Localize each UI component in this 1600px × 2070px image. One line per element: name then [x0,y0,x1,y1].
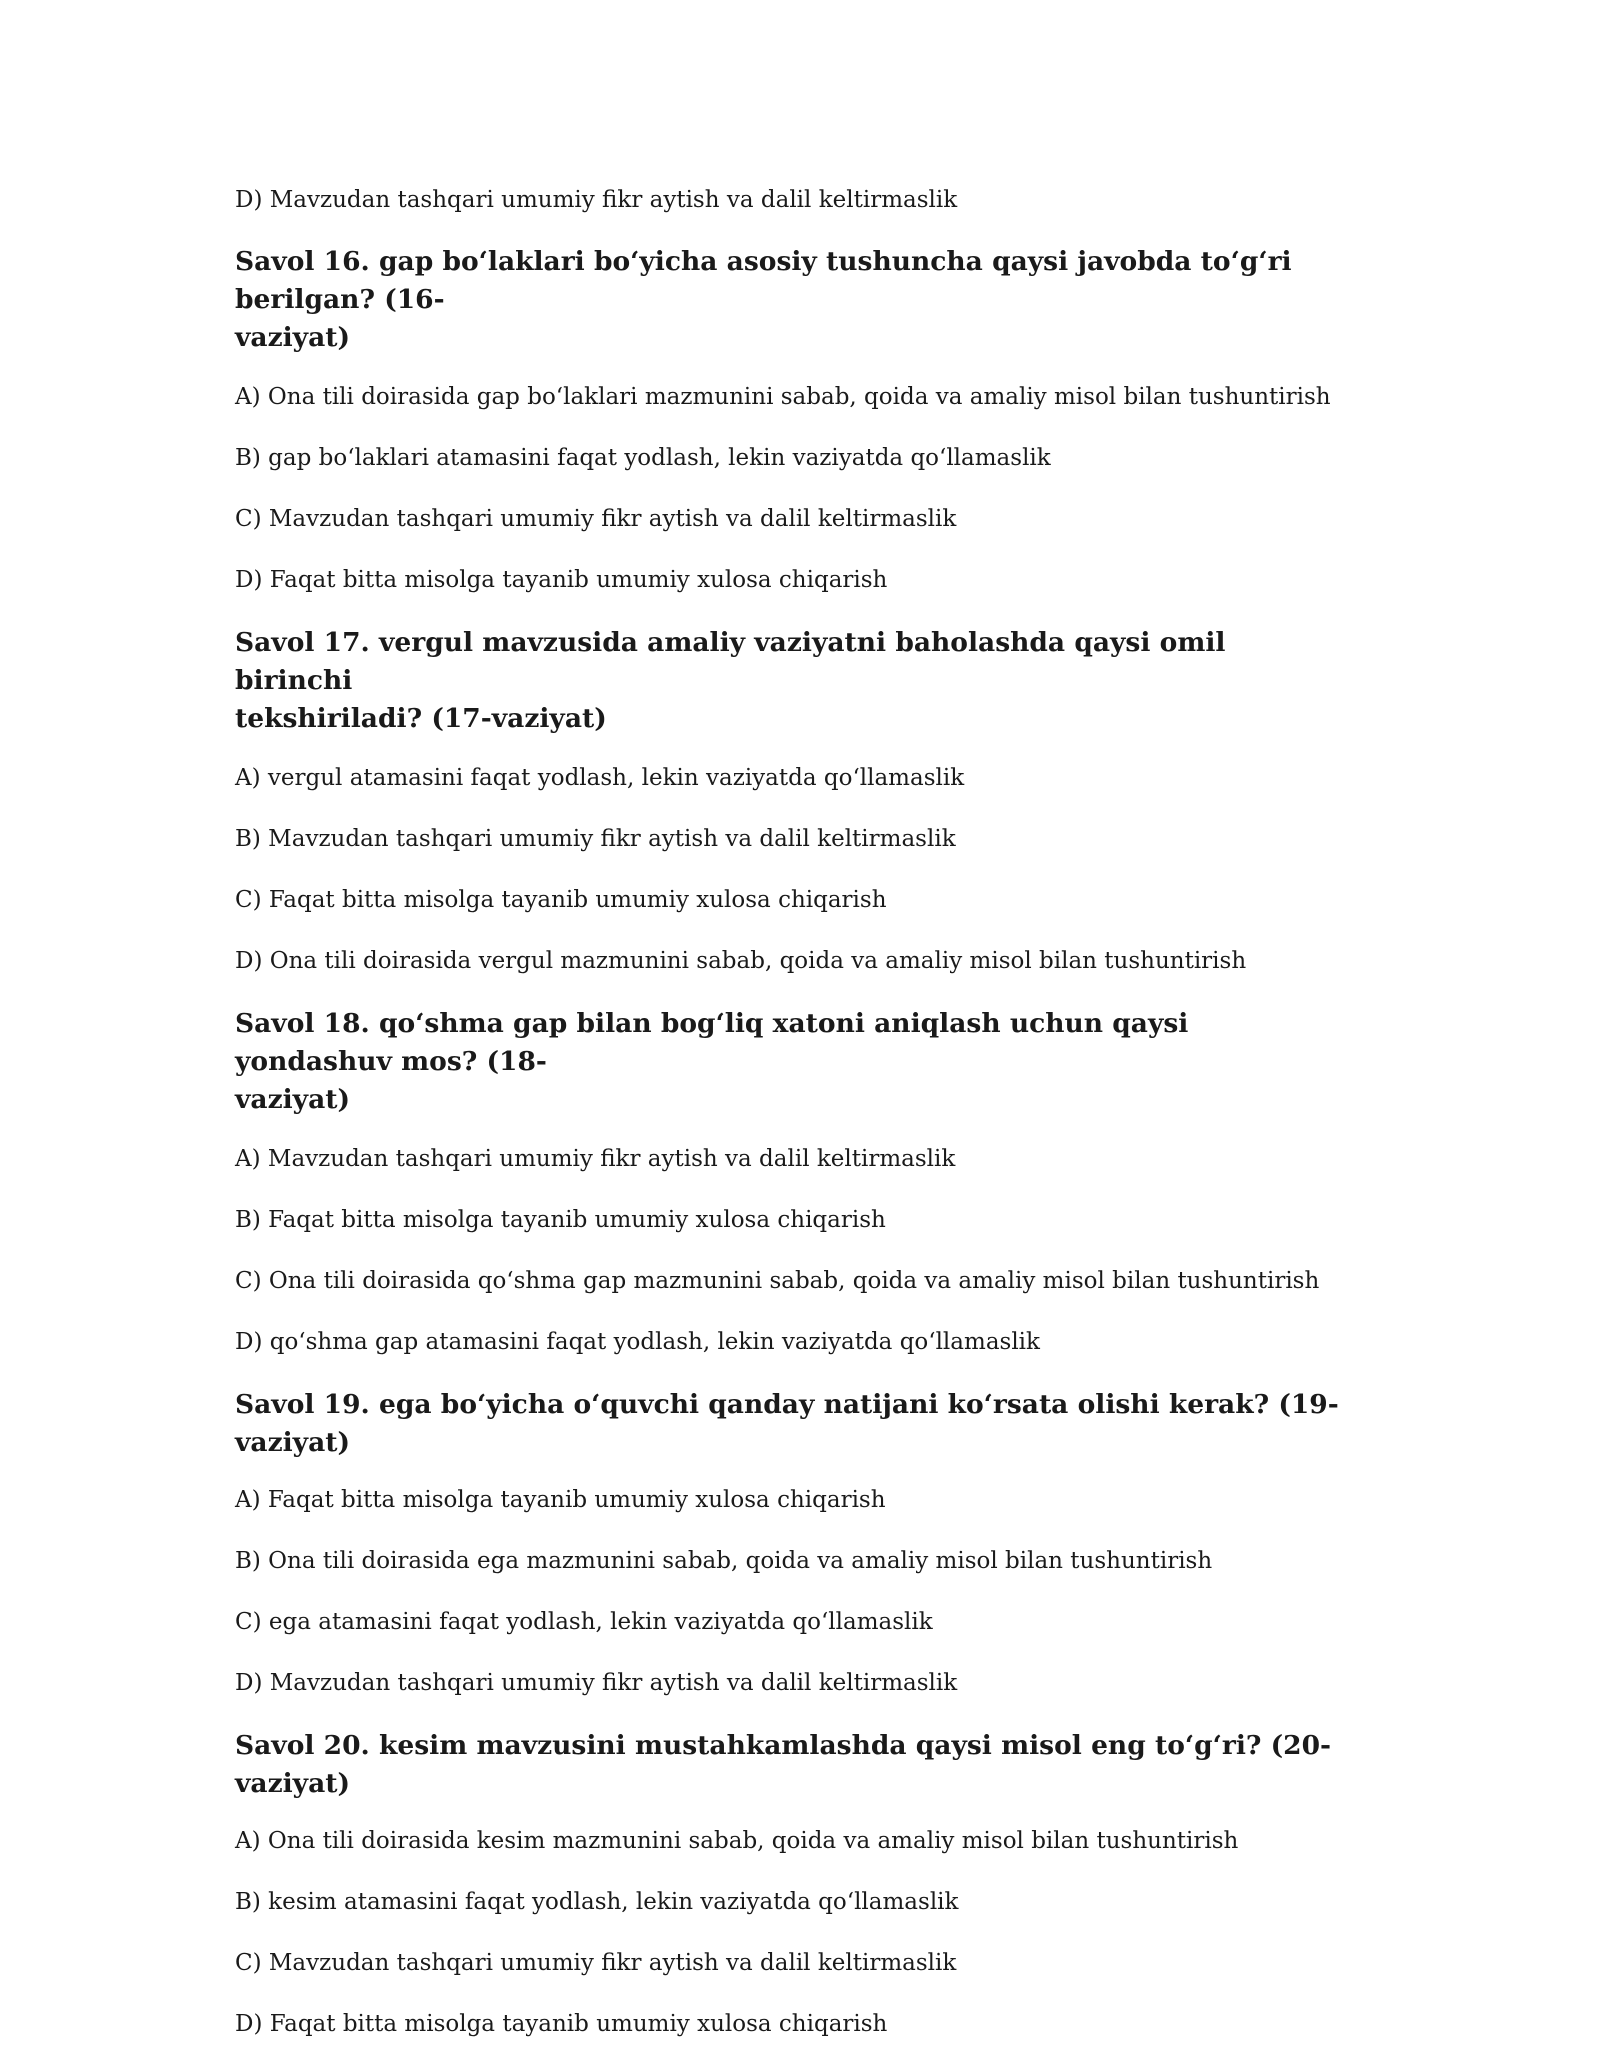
question-heading: Savol 20. kesim mavzusini mustahkamlashda qaysi misol eng to‘g‘ri? (20-vaziyat) [235,1730,1332,1799]
question-heading-line: vaziyat) [235,322,351,353]
question-heading-line: Savol 17. vergul mavzusida amaliy vaziyatni baholashda qaysi omil birinchi [235,627,1226,696]
option-a: A) vergul atamasini faqat yodlash, lekin vaziyatda qo‘llamaslik [235,765,965,791]
question-heading-line: vaziyat) [235,1084,351,1115]
option-b: B) Faqat bitta misolga tayanib umumiy xulosa chiqarish [235,1207,886,1233]
question-heading [235,243,1345,357]
option-c: C) Mavzudan tashqari umumiy fikr aytish va dalil keltirmaslik [235,1950,957,1976]
option-text: D) Mavzudan tashqari umumiy fikr aytish va dalil keltirmaslik [235,187,958,213]
question-heading-line: tekshiriladi? (17-vaziyat) [235,703,607,734]
option-b: B) kesim atamasini faqat yodlash, lekin vaziyatda qo‘llamaslik [235,1889,959,1915]
option-a: A) Ona tili doirasida gap bo‘laklari mazmunini sabab, qoida va amaliy misol bilan tushuntirish [235,384,1331,410]
document-page [235,183,1345,2068]
question-heading-line: Savol 18. qo‘shma gap bilan bog‘liq xatoni aniqlash uchun qaysi yondashuv mos? (18- [235,1008,1189,1077]
option-c: C) Ona tili doirasida qo‘shma gap mazmunini sabab, qoida va amaliy misol bilan tushuntirish [235,1268,1320,1294]
option-d: D) Mavzudan tashqari umumiy fikr aytish va dalil keltirmaslik [235,1670,958,1696]
option-b: B) Mavzudan tashqari umumiy fikr aytish va dalil keltirmaslik [235,826,956,852]
option-c: C) Mavzudan tashqari umumiy fikr aytish va dalil keltirmaslik [235,506,957,532]
question-heading-line: Savol 16. gap bo‘laklari bo‘yicha asosiy tushuncha qaysi javobda to‘g‘ri berilgan? (16- [235,246,1292,315]
question-block [235,1386,1345,1700]
option-c: C) Faqat bitta misolga tayanib umumiy xulosa chiqarish [235,887,887,913]
question-block [235,624,1345,978]
option-b: B) Ona tili doirasida ega mazmunini sabab, qoida va amaliy misol bilan tushuntirish [235,1548,1213,1574]
option-d: D) Ona tili doirasida vergul mazmunini sabab, qoida va amaliy misol bilan tushuntirish [235,948,1247,974]
option-c: C) ega atamasini faqat yodlash, lekin vaziyatda qo‘llamaslik [235,1609,933,1635]
question-heading [235,624,1345,738]
question-heading: Savol 19. ega bo‘yicha o‘quvchi qanday natijani ko‘rsata olishi kerak? (19-vaziyat) [235,1389,1339,1458]
option-d: D) qo‘shma gap atamasini faqat yodlash, lekin vaziyatda qo‘llamaslik [235,1329,1040,1355]
option-a: A) Ona tili doirasida kesim mazmunini sabab, qoida va amaliy misol bilan tushuntirish [235,1828,1239,1854]
option-a: A) Faqat bitta misolga tayanib umumiy xulosa chiqarish [235,1487,886,1513]
option-b: B) gap bo‘laklari atamasini faqat yodlash, lekin vaziyatda qo‘llamaslik [235,445,1051,471]
question-block [235,243,1345,597]
option-d: D) Faqat bitta misolga tayanib umumiy xulosa chiqarish [235,567,888,593]
question-block [235,1727,1345,2041]
option-d: D) Faqat bitta misolga tayanib umumiy xulosa chiqarish [235,2011,888,2037]
option-a: A) Mavzudan tashqari umumiy fikr aytish va dalil keltirmaslik [235,1146,956,1172]
question-heading [235,1005,1345,1119]
question-block [235,1005,1345,1359]
